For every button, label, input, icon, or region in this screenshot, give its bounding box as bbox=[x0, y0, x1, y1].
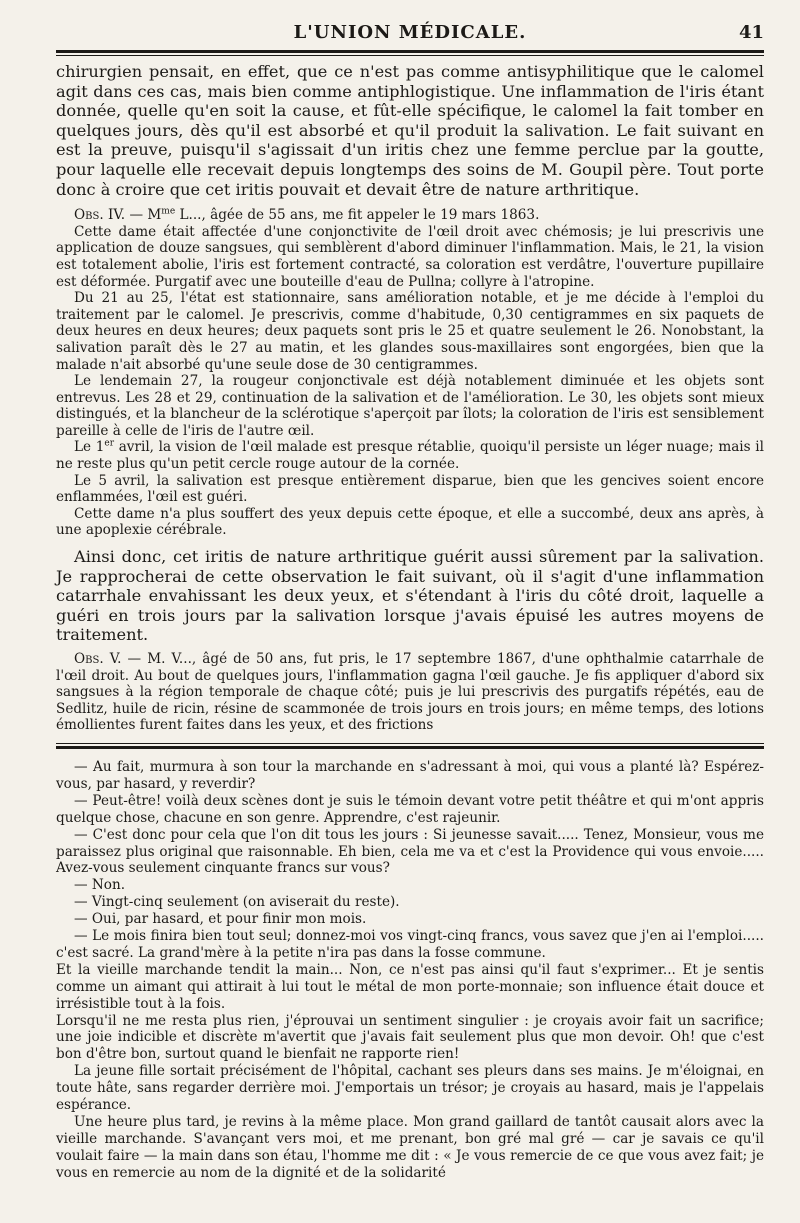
obs5-text: — M. V..., âgé de 50 ans, fut pris, le 17 septembre 1867, d'une ophthalmie catarrhale de l'œil droit. Au bout de quelques jours, l'inflammation gagna l'œil gauche. Je fis appliquer d'abord six sangsues à la région temporale de chaque côté; puis je lui prescrivis des purgatifs répétés, eau de Sedlitz, huile de ricin, résine de scammonée de trois jours en trois jours; en même temps, des lotions émollientes furent faites dans les yeux, et des frictions bbox=[56, 651, 764, 734]
header-rule bbox=[56, 50, 764, 56]
obs4-paragraph: Du 21 au 25, l'état est stationnaire, sans amélioration notable, et je me décide à l'emploi du traitement par le calomel. Je prescrivis, comme d'habitude, 0,30 centigrammes en six paquets de deux heures en deux heures; deux paquets sont pris le 25 et quatre seulement le 26. Nonobstant, la salivation paraît dès le 27 au matin, et les glandes sous-maxillaires sont engorgées, bien que la malade n'ait absorbé qu'une seule dose de 30 centigrammes. bbox=[56, 290, 764, 373]
feuilleton-paragraph: — Vingt-cinq seulement (on aviserait du reste). bbox=[74, 894, 400, 911]
feuilleton-paragraph: — Le mois finira bien tout seul; donnez-moi vos vingt-cinq francs, vous savez que j'en ai l'emploi..... c'est sacré. La grand'mère à la petite n'ira pas dans la fosse commune. bbox=[56, 928, 764, 961]
feuilleton bbox=[56, 759, 764, 1182]
page-number: 41 bbox=[738, 22, 764, 43]
feuilleton-paragraph: — Au fait, murmura à son tour la marchande en s'adressant à moi, qui vous a planté là? Espérez-vous, par hasard, y reverdir? bbox=[56, 758, 764, 792]
transition-paragraph: Ainsi donc, cet iritis de nature arthritique guérit aussi sûrement par la salivation. Je rapprocherai de cette observation le fait suivant, où il s'agit d'une inflammation catarrhale envahissant les deux yeux, et s'étendant à l'iris du côté droit, laquelle a guéri en trois jours par la salivation lorsque j'avais épuisé les autres moyens de traitement. bbox=[56, 547, 764, 645]
obs4-dash: — M bbox=[125, 207, 162, 224]
obs5-paragraph bbox=[56, 651, 764, 734]
observation-4 bbox=[56, 207, 764, 539]
feuilleton-paragraph: — Peut-être! voilà deux scènes dont je suis le témoin devant votre petit théâtre et qui m'ont appris quelque chose, chacune en son genre. Apprendre, c'est rajeunir. bbox=[56, 792, 764, 826]
journal-title: L'UNION MÉDICALE. bbox=[293, 22, 527, 43]
transition bbox=[56, 547, 764, 645]
obs4-april1-sup: er bbox=[104, 438, 115, 449]
feuilleton-paragraph: — C'est donc pour cela que l'on dit tous les jours : Si jeunesse savait..... Tenez, Monsieur, vous me paraissez plus original que raisonnable. Eh bien, cela me va et c'est la Providence qui vous envoie..... Avez-vous seulement cinquante francs sur vous? bbox=[56, 826, 764, 877]
obs4-april1-a: Le 1 bbox=[74, 439, 105, 456]
feuilleton-paragraph: — Non. bbox=[74, 877, 126, 894]
obs5-label: Obs. V. bbox=[74, 651, 122, 667]
obs4-rest: L..., âgée de 55 ans, me fit appeler le 19 mars 1863. bbox=[175, 207, 540, 224]
feuilleton-paragraph: Une heure plus tard, je revins à la même place. Mon grand gaillard de tantôt causait alors avec la vieille marchande. S'avançant vers moi, et me prenant, bon gré mal gré — car je savais ce qu'il voulait faire — la main dans son étau, l'homme me dit : « Je vous remercie de ce que vous avez fait; je vous en remercie au nom de la dignité et de la solidarité bbox=[56, 1114, 764, 1181]
feuilleton-paragraph: La jeune fille sortait précisément de l'hôpital, cachant ses pleurs dans ses mains. Je m'éloignai, en toute hâte, sans regarder derrière moi. J'emportais un trésor; je croyais au hasard, mais je l'appelais espérance. bbox=[56, 1063, 764, 1114]
obs4-april1-b: avril, la vision de l'œil malade est presque rétablie, quoiqu'il persiste un léger nuage; mais il ne reste plus qu'un petit cercle rouge autour de la cornée. bbox=[56, 439, 764, 473]
obs4-paragraph: Le lendemain 27, la rougeur conjonctivale est déjà notablement diminuée et les objets sont entrevus. Les 28 et 29, continuation de la salivation et de l'amélioration. Le 30, les objets sont mieux distingués, et la blancheur de la sclérotique s'aperçoit par îlots; la coloration de l'iris est sensiblement pareille à celle de l'iris de l'autre œil. bbox=[56, 373, 764, 439]
obs4-heading bbox=[56, 207, 764, 224]
obs4-sup: me bbox=[161, 206, 176, 217]
observation-5 bbox=[56, 651, 764, 734]
obs4-label: Obs. IV. bbox=[74, 207, 126, 224]
intro-paragraph: chirurgien pensait, en effet, que ce n'est pas comme antisyphilitique que le calomel agit dans ces cas, mais bien comme antiphlogistique. Une inflammation de l'iris étant donnée, quelle qu'en soit la cause, et fût-elle spécifique, le calomel la fait tomber en quelques jours, dès qu'il est absorbé et qu'il produit la salivation. Le fait suivant en est la preuve, puisqu'il s'agissait d'un iritis chez une femme perclue par la goutte, pour laquelle elle recevait depuis longtemps des soins de M. Goupil père. Tout porte donc à croire que cet iritis pouvait et devait être de nature arthritique. bbox=[56, 62, 764, 199]
obs4-april5: Le 5 avril, la salivation est presque entièrement disparue, bien que les gencives soient encore enflammées, l'œil est guéri. bbox=[56, 472, 764, 506]
obs4-conclusion: Cette dame n'a plus souffert des yeux depuis cette époque, et elle a succombé, deux ans après, à une apoplexie cérébrale. bbox=[56, 505, 764, 539]
feuilleton-paragraph: Et la vieille marchande tendit la main... Non, ce n'est pas ainsi qu'il faut s'exprimer... Et je sentis comme un aimant qui attirait à lui tout le métal de mon porte-monnaie; son influence était douce et irrésistible tout à la fois. bbox=[56, 961, 764, 1012]
obs4-april1 bbox=[56, 439, 764, 472]
feuilleton-paragraph: Lorsqu'il ne me resta plus rien, j'éprouvai un sentiment singulier : je croyais avoir fait un sacrifice; une joie indicible et discrète m'avertit que j'avais fait seulement plus que mon devoir. Oh! que c'est bon d'être bon, surtout quand le bienfait ne rapporte rien! bbox=[56, 1012, 764, 1063]
obs4-paragraph: Cette dame était affectée d'une conjonctivite de l'œil droit avec chémosis; je lui prescrivis une application de douze sangsues, qui semblèrent d'abord diminuer l'inflammation. Mais, le 21, la vision est totalement abolie, l'iris est fortement contracté, sa coloration est verdâtre, l'ouverture pupillaire est déformée. Purgatif avec une bouteille d'eau de Pullna; collyre à l'atropine. bbox=[56, 223, 764, 290]
article-intro bbox=[56, 62, 764, 199]
running-head bbox=[56, 0, 764, 46]
feuilleton-paragraph: — Oui, par hasard, et pour finir mon mois. bbox=[74, 911, 367, 928]
feuilleton-rule bbox=[56, 743, 764, 749]
